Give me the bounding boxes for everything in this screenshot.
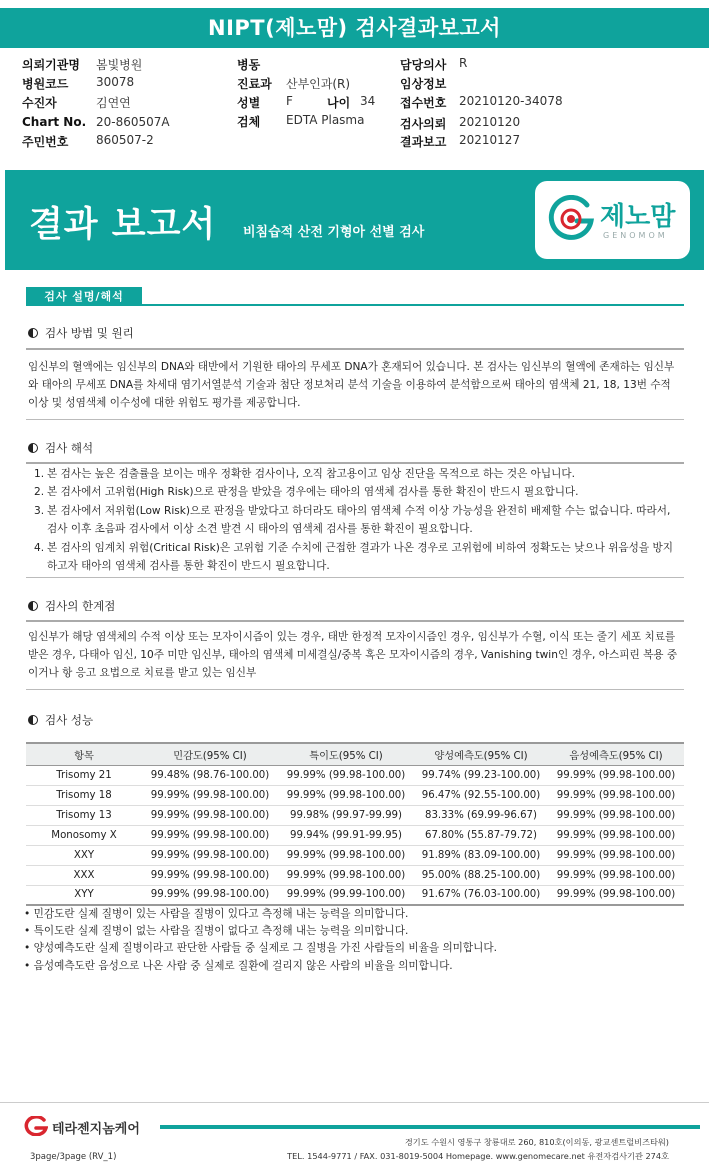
item-number: 1. — [34, 468, 45, 480]
table-cell: 99.99% (99.98-100.00) — [548, 765, 684, 785]
method-rule-bottom — [26, 419, 684, 420]
note-item: • 특이도란 실제 질병이 없는 사람을 질병이 없다고 측정해 내는 능력을 의미합니다. — [24, 923, 684, 940]
table-cell: 99.99% (99.98-100.00) — [278, 865, 414, 885]
table-cell: Trisomy 18 — [26, 785, 142, 805]
item-text: 본 검사에서 저위험(Low Risk)으로 판정을 받았다고 하더라도 태아의 염색체 수적 이상 가능성을 완전히 배제할 수는 없습니다. 따라서, 검사 이후 초음파 검사에서 이상 소견 발견 시 태아의 염색체 검사를 통한 확진이 필요합니다. — [47, 504, 671, 536]
interpretation-rule — [26, 462, 684, 464]
report-date-value: 20210127 — [459, 133, 521, 147]
method-heading-text: 검사 방법 및 원리 — [45, 326, 134, 340]
footer-accent-line — [160, 1125, 700, 1129]
table-cell: 95.00% (88.25-100.00) — [414, 865, 548, 885]
hospital-label: 의뢰기관명 — [22, 58, 80, 72]
dept-label: 진료과 — [237, 77, 272, 91]
item-number: 4. — [34, 541, 45, 554]
table-cell: 91.89% (83.09-100.00) — [414, 845, 548, 865]
recipient-label: 수진자 — [22, 96, 57, 110]
performance-heading-text: 검사 성능 — [45, 713, 94, 727]
clinical-label: 임상정보 — [400, 77, 447, 91]
company-contact: TEL. 1544-9771 / FAX. 031-8019-5004 Homepage. www.genomecare.net 유전자검사기관 274호 — [287, 1151, 669, 1161]
table-cell: 99.99% (99.98-100.00) — [142, 805, 278, 825]
logo-text: 제노맘 — [600, 202, 676, 232]
half-circle-icon — [28, 601, 38, 611]
logo-subtext: GENOMOM — [603, 231, 668, 240]
list-item — [34, 539, 680, 576]
specimen-label: 검체 — [237, 115, 261, 129]
interpretation-rule-bottom — [26, 577, 684, 578]
table-cell: 99.98% (99.97-99.99) — [278, 805, 414, 825]
item-text: 본 검사에서 고위험(High Risk)으로 판정을 받았을 경우에는 태아의 염색체 검사를 통한 확진이 반드시 필요합니다. — [47, 486, 579, 499]
table-cell: 99.99% (99.98-100.00) — [548, 825, 684, 845]
doctor-value: R — [459, 56, 468, 70]
table-cell: 99.99% (99.98-100.00) — [142, 845, 278, 865]
table-cell: 99.99% (99.98-100.00) — [278, 785, 414, 805]
table-cell: 99.99% (99.98-100.00) — [548, 785, 684, 805]
table-row — [26, 845, 684, 865]
list-item — [34, 465, 680, 483]
limitations-rule — [26, 620, 684, 622]
note-item: • 양성예측도란 실제 질병이라고 판단한 사람들 중 실제로 그 질병을 가진 사람들의 비율을 의미합니다. — [24, 940, 684, 957]
table-header-row — [26, 743, 684, 765]
company-name: 테라젠지놈케어 — [52, 1122, 140, 1137]
table-cell: 91.67% (76.03-100.00) — [414, 885, 548, 905]
table-cell: 99.99% (99.98-100.00) — [142, 865, 278, 885]
chart-label: Chart No. — [22, 115, 87, 129]
item-number: 3. — [34, 504, 45, 517]
company-address: 경기도 수원시 영통구 창룡대로 260, 810호(이의동, 광교센트럴비즈타워) — [404, 1137, 669, 1147]
method-rule — [26, 348, 684, 350]
performance-table — [26, 742, 684, 906]
table-cell: 99.99% (99.98-100.00) — [548, 885, 684, 905]
footer-divider — [0, 1102, 709, 1103]
genomom-mark-icon — [547, 195, 595, 243]
genomom-logo — [535, 181, 690, 259]
list-item — [34, 502, 680, 539]
table-cell: XXX — [26, 865, 142, 885]
limitations-rule-bottom — [26, 689, 684, 690]
chart-value: 20-860507A — [96, 115, 170, 129]
table-cell: 99.99% (99.99-100.00) — [278, 885, 414, 905]
col-sensitivity: 민감도(95% CI) — [142, 743, 278, 765]
note-item: • 음성예측도란 음성으로 나온 사람 중 실제로 질환에 걸리지 않은 사람의 비율을 의미합니다. — [24, 958, 684, 975]
receipt-label: 접수번호 — [400, 96, 447, 110]
rrn-label: 주민번호 — [22, 135, 69, 149]
item-text: 본 검사는 높은 검출률을 보이는 매우 정확한 검사이나, 오직 참고용이고 임상 진단을 목적으로 하는 것은 아닙니다. — [47, 468, 575, 480]
rrn-value: 860507-2 — [96, 133, 154, 147]
sex-label: 성별 — [237, 96, 261, 110]
col-specificity: 특이도(95% CI) — [278, 743, 414, 765]
banner-title: 결과 보고서 — [29, 205, 217, 245]
col-ppv: 양성예측도(95% CI) — [414, 743, 548, 765]
col-item: 항목 — [26, 743, 142, 765]
table-cell: 99.99% (99.98-100.00) — [142, 885, 278, 905]
table-cell: 67.80% (55.87-79.72) — [414, 825, 548, 845]
table-cell: 99.99% (99.98-100.00) — [142, 785, 278, 805]
table-cell: 99.74% (99.23-100.00) — [414, 765, 548, 785]
table-row — [26, 785, 684, 805]
table-cell: 99.94% (99.91-99.95) — [278, 825, 414, 845]
report-date-label: 결과보고 — [400, 135, 447, 149]
table-cell: XYY — [26, 885, 142, 905]
banner-subtitle: 비침습적 산전 기형아 선별 검사 — [243, 225, 425, 240]
table-row — [26, 865, 684, 885]
ward-label: 병동 — [237, 58, 261, 72]
code-label: 병원코드 — [22, 77, 69, 91]
performance-heading — [28, 712, 93, 728]
company-logo-icon — [22, 1116, 48, 1136]
table-cell: 99.99% (99.98-100.00) — [548, 805, 684, 825]
page-number: 3page/3page (RV_1) — [30, 1152, 117, 1162]
note-item: • 민감도란 실제 질병이 있는 사람을 질병이 있다고 측정해 내는 능력을 의미합니다. — [24, 906, 684, 923]
table-row — [26, 885, 684, 905]
table-cell: 99.99% (99.98-100.00) — [278, 765, 414, 785]
sex-value: F — [286, 94, 293, 108]
table-cell: 99.99% (99.98-100.00) — [142, 825, 278, 845]
report-title: NIPT(제노맘) 검사결과보고서 — [0, 8, 709, 48]
interpretation-heading — [28, 440, 93, 456]
specimen-value: EDTA Plasma — [286, 113, 365, 127]
hospital-value: 봄빛병원 — [96, 58, 143, 72]
table-cell: 99.99% (99.98-100.00) — [548, 865, 684, 885]
table-cell: 99.99% (99.98-100.00) — [278, 845, 414, 865]
table-cell: 96.47% (92.55-100.00) — [414, 785, 548, 805]
interpretation-list — [34, 465, 680, 575]
table-cell: 99.99% (99.98-100.00) — [548, 845, 684, 865]
section-tab: 검사 설명/해석 — [26, 287, 142, 306]
table-row — [26, 825, 684, 845]
half-circle-icon — [28, 715, 38, 725]
request-value: 20210120 — [459, 115, 521, 129]
result-banner — [5, 170, 704, 270]
half-circle-icon — [28, 443, 38, 453]
method-heading — [28, 325, 134, 341]
limitations-heading-text: 검사의 한계점 — [45, 599, 116, 613]
table-cell: Monosomy X — [26, 825, 142, 845]
table-row — [26, 805, 684, 825]
age-value: 34 — [360, 94, 376, 108]
table-cell: Trisomy 21 — [26, 765, 142, 785]
receipt-value: 20210120-34078 — [459, 94, 563, 108]
table-cell: 83.33% (69.99-96.67) — [414, 805, 548, 825]
age-label: 나이 — [327, 96, 351, 110]
limitations-heading — [28, 598, 115, 614]
section-divider — [26, 304, 684, 306]
list-item — [34, 483, 680, 501]
performance-notes — [24, 906, 684, 975]
method-text: 임신부의 혈액에는 임신부의 DNA와 태반에서 기원한 태아의 무세포 DNA가 혼재되어 있습니다. 본 검사는 임신부의 혈액에 존재하는 임신부와 태아의 무세포 DNA를 차세대 염기서열분석 기술과 첨단 정보처리 분석 기술을 이용하여 분석함으로써 태아의 염색체 21, 18, 13번 수적 이상 및 성염색체 이수성에 대한 위험도 평가를 제공합니다. — [28, 361, 675, 409]
col-npv: 음성예측도(95% CI) — [548, 743, 684, 765]
limitations-text: 임신부가 해당 염색체의 수적 이상 또는 모자이시즘이 있는 경우, 태반 한정적 모자이시즘인 경우, 임신부가 수혈, 이식 또는 줄기 세포 치료를 받은 경우, 다태아 임신, 10주 미만 임신부, 태아의 염색체 미세결실/중복 혹은 모자이시즘의 경우, Vanishing twin인 경우, 아스피린 복용 중이거나 항 응고 요법으로 치료를 받고 있는 임신부 — [28, 631, 678, 679]
code-value: 30078 — [96, 75, 135, 89]
recipient-value: 김연연 — [96, 96, 131, 110]
table-cell: Trisomy 13 — [26, 805, 142, 825]
request-label: 검사의뢰 — [400, 117, 447, 131]
table-cell: XXY — [26, 845, 142, 865]
table-cell: 99.48% (98.76-100.00) — [142, 765, 278, 785]
dept-value: 산부인과(R) — [286, 77, 351, 91]
doctor-label: 담당의사 — [400, 58, 447, 72]
item-number: 2. — [34, 486, 45, 499]
item-text: 본 검사의 임계치 위험(Critical Risk)은 고위험 기준 수치에 근접한 결과가 나온 경우로 고위험에 비하여 정확도는 낮으나 위음성을 방지하고자 태아의 염색체 검사를 통한 확진이 반드시 필요합니다. — [47, 541, 673, 573]
half-circle-icon — [28, 328, 38, 338]
table-row — [26, 765, 684, 785]
patient-info — [22, 56, 692, 156]
interpretation-heading-text: 검사 해석 — [45, 441, 94, 455]
